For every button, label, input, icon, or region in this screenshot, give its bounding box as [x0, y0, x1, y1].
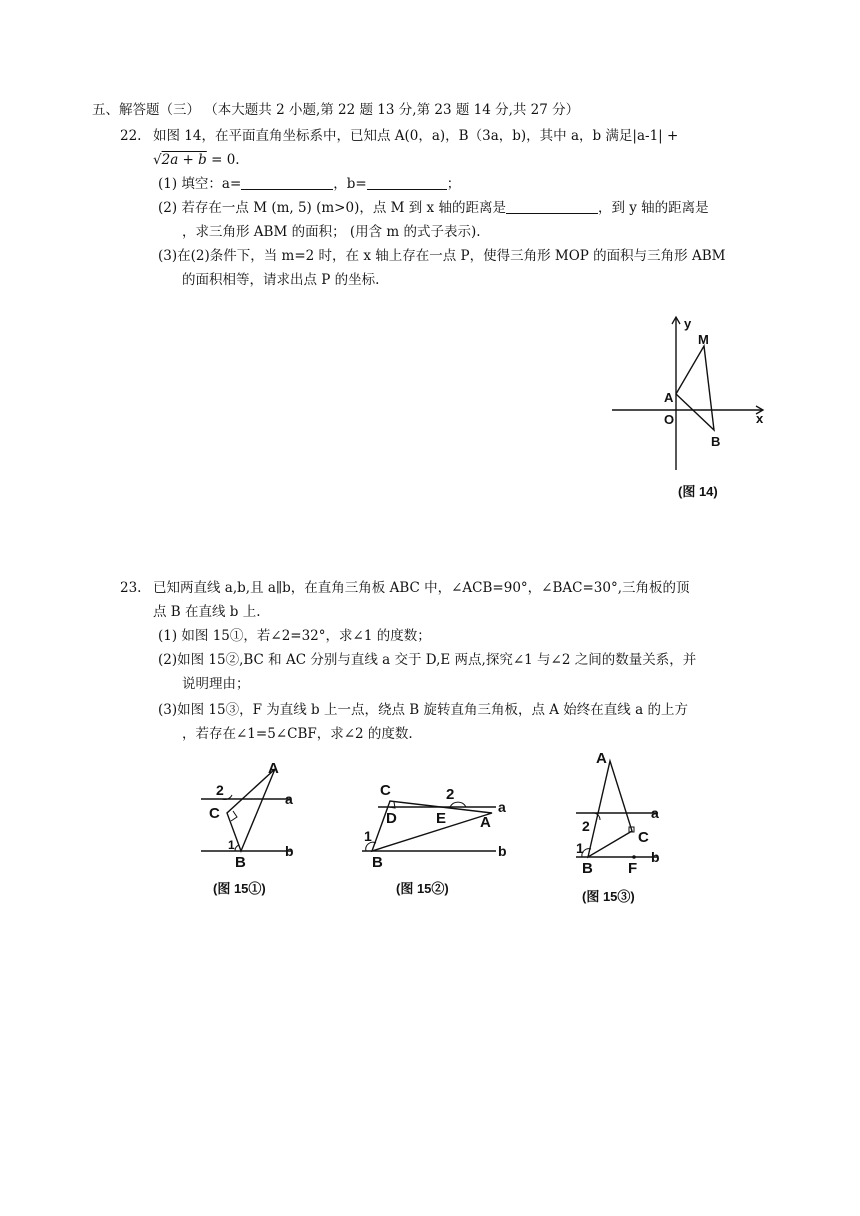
- figure-15-3: [572, 745, 672, 910]
- figure-15-2: [358, 755, 518, 905]
- q22-stem-line2: [153, 150, 240, 170]
- fig2-angle-2: 2: [446, 786, 455, 803]
- label-o: O: [664, 412, 675, 427]
- q22-p1-text-a: (1) 填空：a=: [158, 176, 242, 192]
- section-heading: [92, 100, 579, 120]
- q23-part2-line2: 说明理由；: [182, 676, 250, 692]
- label-a: A: [664, 390, 674, 405]
- fig2-label-b: B: [372, 854, 383, 871]
- q23-part3-line2: ，若存在∠1=5∠CBF，求∠2 的度数.: [182, 726, 413, 742]
- figure-15-1: [195, 755, 310, 905]
- fig1-label-c: C: [209, 805, 220, 822]
- fig3-line-b-label: b: [651, 849, 660, 865]
- q22-p1-end: ；: [446, 176, 461, 192]
- q23-stem-line1: 已知两直线 a,b,且 a∥b，在直角三角板 ABC 中，∠ACB=90°，∠BAC=30°,三角板的顶: [153, 580, 690, 596]
- fig3-label-c: C: [638, 829, 649, 846]
- q23-number: 23.: [120, 580, 142, 596]
- q23-part2-line1: (2)如图 15②,BC 和 AC 分别与直线 a 交于 D,E 两点,探究∠1 与∠2 之间的数量关系，并: [158, 652, 697, 668]
- fig1-label-a: A: [268, 760, 279, 777]
- label-y: y: [684, 316, 692, 331]
- figure-14: [600, 310, 780, 510]
- sqrt-radicand: 2a + b: [161, 152, 207, 168]
- right-angle-mark: [231, 811, 237, 821]
- fig3-label-f: F: [628, 860, 638, 877]
- label-b: B: [711, 434, 721, 449]
- q22-part2: [158, 198, 709, 218]
- fig2-label-d: D: [386, 810, 397, 827]
- triangle-abm: [676, 346, 714, 430]
- fig1-angle-1: 1: [228, 838, 235, 852]
- fig1-angle-2: 2: [216, 782, 224, 798]
- q23-stem-line2: 点 B 在直线 b 上.: [153, 604, 261, 620]
- fig3-angle-1: 1: [576, 840, 584, 856]
- q22-part1: [158, 174, 460, 194]
- fig3-label-a: A: [596, 750, 607, 767]
- q22-p2-text-b: ，到 y 轴的距离是: [597, 200, 709, 216]
- fig3-caption: (图 15③): [582, 889, 635, 904]
- section-title: 五、解答题（三）: [92, 102, 200, 118]
- triangle-abc: [588, 761, 632, 857]
- q22-stem-line1: 如图 14，在平面直角坐标系中，已知点 A(0，a)，B（3a，b)，其中 a，b 满足|a-1| +: [153, 128, 679, 144]
- fig2-label-c: C: [380, 782, 391, 799]
- sqrt-sign: √: [153, 152, 162, 168]
- fig1-label-b: B: [235, 854, 246, 871]
- q23-part3-line1: (3)如图 15③，F 为直线 b 上一点，绕点 B 旋转直角三角板，点 A 始终在直线 a 的上方: [158, 702, 688, 718]
- fig2-label-a: A: [480, 814, 491, 831]
- q22-p1-text-b: ，b=: [333, 176, 367, 192]
- q23-part1: (1) 如图 15①，若∠2=32°，求∠1 的度数；: [158, 628, 431, 644]
- fig2-caption: (图 15②): [396, 881, 449, 896]
- fig2-line-a-label: a: [498, 799, 506, 815]
- point-f-dot: [632, 855, 636, 859]
- q22-part2-line2: ，求三角形 ABM 的面积； (用含 m 的式子表示).: [182, 224, 481, 240]
- angle-2-arc: [592, 813, 600, 820]
- label-m: M: [698, 332, 709, 347]
- answer-blank-x-distance[interactable]: [506, 199, 598, 214]
- fig1-line-a-label: a: [285, 791, 293, 807]
- q22-p2-text-a: (2) 若存在一点 M (m, 5) (m>0)，点 M 到 x 轴的距离是: [158, 200, 506, 216]
- fig1-caption: (图 15①): [213, 881, 266, 896]
- q22-part3-line1: (3)在(2)条件下，当 m=2 时，在 x 轴上存在一点 P，使得三角形 MOP 的面积与三角形 ABM: [158, 248, 726, 264]
- fig3-label-b: B: [582, 860, 593, 877]
- equation-end: = 0.: [206, 152, 240, 168]
- fig3-angle-2: 2: [582, 818, 590, 834]
- q22-part3-line2: 的面积相等，请求出点 P 的坐标.: [182, 272, 380, 288]
- fig2-angle-1: 1: [364, 828, 372, 844]
- fig1-line-b-label: b: [285, 843, 294, 859]
- figure-14-caption: (图 14): [678, 484, 718, 499]
- section-note: （本大题共 2 小题,第 22 题 13 分,第 23 题 14 分,共 27 分）: [204, 102, 580, 118]
- q22-number: 22.: [120, 128, 142, 144]
- fig3-line-a-label: a: [651, 805, 659, 821]
- fig2-label-e: E: [436, 810, 447, 827]
- answer-blank-b[interactable]: [367, 175, 447, 190]
- answer-blank-a[interactable]: [241, 175, 333, 190]
- label-x: x: [756, 411, 764, 426]
- fig2-line-b-label: b: [498, 843, 507, 859]
